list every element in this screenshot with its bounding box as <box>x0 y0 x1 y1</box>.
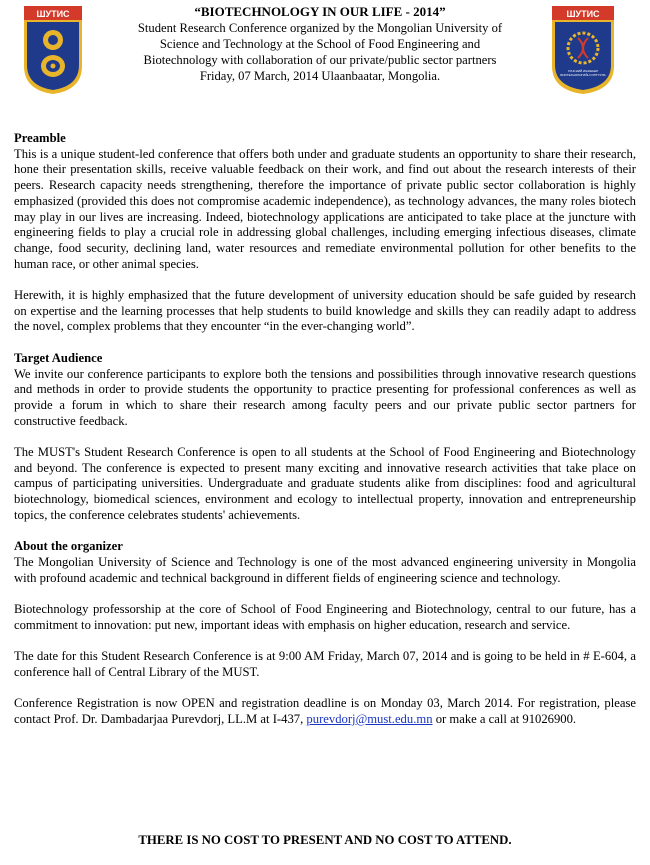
svg-text:ШУТИС: ШУТИС <box>566 9 600 19</box>
preamble-heading: Preamble <box>14 131 66 145</box>
document-body <box>14 131 636 728</box>
target-audience-paragraph-2: The MUST's Student Research Conference is open to all students at the School of Food Engineering and Biotechnology and beyond. The conference is expected to present many exciting and innovative research activities that take place on campus of participating universities. Undergraduate and graduate students alike from disciplines: food and agricultural biotechnology, biomedical sciences, environment and ecology to intellectual property, innovation and entrepreneurship topics, the conference celebrates students' achievements. <box>14 445 636 522</box>
target-audience-paragraph-1: We invite our conference participants to explore both the tensions and possibilities through innovative research questions and methods in order to provide students the opportunity to practice presenting for professional conferences as well as provide a forum in which to share their research among faculty peers and our private public sector partners for constructive feedback. <box>14 366 636 428</box>
preamble-paragraph-1: This is a unique student-led conference that offers both under and graduate students an opportunity to share their research, hone their presentation skills, receive valuable feedback on their work, and find out about the research interests of their peers. Research capacity needs strengthening, therefore the importance of private public sector collaboration is highly emphasized (provided this does not compromise academic independence), as technology advances, the many roles biotech may play in our lives are increasing. Indeed, biotechnology applications are anticipated to take place at the juncture with engineering fields to play a crucial role in addressing global challenges, including emerging infectious diseases, climate change, food security, declining land, water resources and remediate environmental pollution for other benefits to the human race, or other animal species. <box>14 146 636 271</box>
header-line-4: Friday, 07 March, 2014 Ulaanbaatar, Mongolia. <box>199 69 441 83</box>
header-line-3: Biotechnology with collaboration of our private/public sector partners <box>143 53 497 67</box>
registration-phone-text: or make a call at 91026900. <box>435 711 577 726</box>
organizer-heading: About the organizer <box>14 539 123 554</box>
school-logo-right <box>550 4 616 96</box>
preamble-paragraph-2: Herewith, it is highly emphasized that the future development of university education should be safe guided by research on expertise and the learning processes that help students to build knowledge and skills they can readily adapt to address the novel, complex problems that they encounter “in the ever-changing world”. <box>14 288 636 334</box>
registration-paragraph <box>14 696 636 727</box>
no-cost-notice: THERE IS NO COST TO PRESENT AND NO COST TO ATTEND. <box>138 833 512 847</box>
conference-date-paragraph: The date for this Student Research Conference is at 9:00 AM Friday, March 07, 2014 and is going to be held in # E-604, a conference hall of Central Library of the MUST. <box>14 649 636 679</box>
target-audience-heading: Target Audience <box>14 350 103 365</box>
header-line-1: Student Research Conference organized by the Mongolian University of <box>137 21 503 35</box>
conference-header <box>95 4 545 84</box>
university-logo-left <box>22 4 84 96</box>
registration-text: Conference Registration is now OPEN and registration deadline is on Monday 03, March 2014. For registration, please contact Prof. Dr. Dambadarjaa Purevdorj, LL.M at I-437, <box>14 696 636 726</box>
organizer-paragraph-2: Biotechnology professorship at the core of School of Food Engineering and Biotechnology, central to our future, has a commitment to innovation: put new, important ideas with emphasis on higher education, research and service. <box>14 602 636 632</box>
organizer-paragraph-1: The Mongolian University of Science and Technology is one of the most advanced engineering university in Mongolia with profound academic and technical background in different fields of engineering science and technology. <box>14 554 636 585</box>
svg-text:ХҮНСНИЙ ИНЖЕНЕР: ХҮНСНИЙ ИНЖЕНЕР <box>567 69 599 73</box>
conference-title: “BIOTECHNOLOGY IN OUR LIFE - 2014” <box>194 4 446 19</box>
svg-text:БИОТЕХНОЛОГИЙН СУРГУУЛЬ: БИОТЕХНОЛОГИЙН СУРГУУЛЬ <box>560 73 606 77</box>
svg-text:ШУТИС: ШУТИС <box>36 9 70 19</box>
contact-email-link[interactable]: purevdorj@must.edu.mn <box>306 711 433 726</box>
header-line-2: Science and Technology at the School of Food Engineering and <box>159 37 481 51</box>
